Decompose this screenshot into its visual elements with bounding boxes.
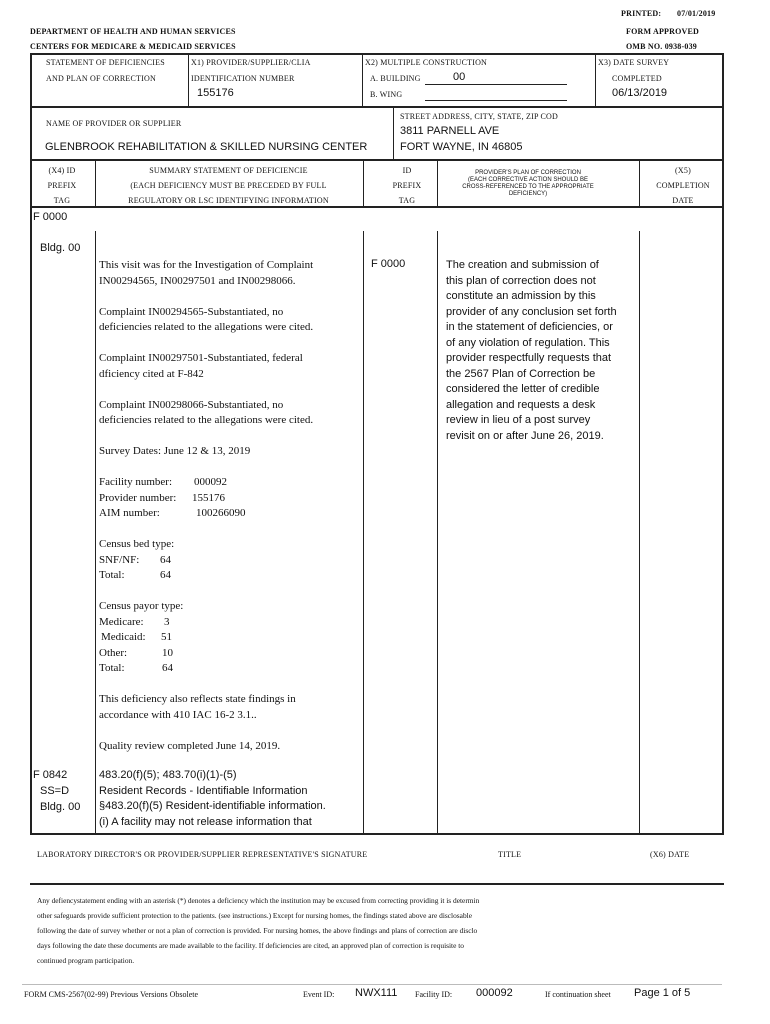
disclaimer-l4: days following the date these documents are made available to the facility. If deficiencies are cited, an approved plan of correction is requisite to <box>37 941 464 950</box>
idbox-divider-1 <box>188 55 189 107</box>
disclaimer-l2: other safeguards provide sufficient protection to the patients. (see instructions.) Except for nursing homes, the findings stated above are disclosable <box>37 911 472 920</box>
provider-number-label: Provider number: <box>99 491 177 504</box>
address-line-1: 3811 PARNELL AVE <box>400 125 500 137</box>
event-id-value: NWX111 <box>355 987 398 999</box>
summary-p1-l2: IN00294565, IN00297501 and IN00298066. <box>99 274 296 287</box>
colhead-divider-plan <box>639 160 640 207</box>
other-label: Other: <box>99 646 128 659</box>
continuation-label: If continuation sheet <box>545 990 611 999</box>
colhead-divider-summary <box>363 160 364 207</box>
summary-p3-l2: dficiency cited at F-842 <box>99 367 204 380</box>
title-label: TITLE <box>498 850 522 859</box>
tag-f0000: F 0000 <box>33 211 68 223</box>
medicaid-value: 51 <box>161 631 172 643</box>
plan-l1: The creation and submission of <box>446 259 599 271</box>
total-payor-value: 64 <box>162 662 173 674</box>
building-value: 00 <box>453 71 466 83</box>
idbox-right-border <box>722 53 724 107</box>
plan-l2: this plan of correction does not <box>446 274 596 287</box>
summary-header-2: (EACH DEFICIENCY MUST BE PRECEDED BY FULL <box>130 181 327 190</box>
body-bottom-border <box>30 833 724 835</box>
body-left-border <box>30 206 32 834</box>
summary-header-1: SUMMARY STATEMENT OF DEFICIENCIE <box>149 166 308 175</box>
total-bed-value: 64 <box>160 569 171 581</box>
id-header-1: ID <box>402 166 412 175</box>
id-tag-f0000: F 0000 <box>371 258 406 270</box>
provider-number-row <box>99 491 361 507</box>
plan-header-4: DEFICIENCY) <box>508 191 548 197</box>
body-divider-plan <box>639 231 640 834</box>
tag-bldg-2: Bldg. 00 <box>40 801 81 813</box>
plan-l8: the 2567 Plan of Correction be <box>446 367 596 380</box>
census-payor-title: Census payor type: <box>99 600 184 612</box>
plan-text <box>446 258 638 444</box>
summary-p4-l2: deficiencies related to the allegations were cited. <box>99 414 314 426</box>
plan-l12: revisit on or after June 26, 2019. <box>446 429 604 442</box>
other-value: 10 <box>162 646 173 659</box>
plan-l5: in the statement of deficiencies, or <box>446 321 613 333</box>
summary-p3-l1: Complaint IN00297501-Substantiated, federal <box>99 352 303 364</box>
body-divider-summary <box>363 231 364 834</box>
total-payor-row <box>99 661 361 677</box>
total-bed-row <box>99 568 361 584</box>
department-title: DEPARTMENT OF HEALTH AND HUMAN SERVICES <box>30 27 236 36</box>
regulation-text <box>99 768 361 830</box>
statement-label-2: AND PLAN OF CORRECTION <box>46 74 156 83</box>
idbox-divider-3 <box>595 55 596 107</box>
provider-box-divider <box>393 108 394 160</box>
plan-header-1: PROVIDER'S PLAN OF CORRECTION <box>475 170 581 176</box>
date-survey-value: 06/13/2019 <box>612 87 668 99</box>
provider-name-label: NAME OF PROVIDER OR SUPPLIER <box>46 119 182 128</box>
idbox-top-border <box>30 53 724 55</box>
x5-header-2: COMPLETION <box>656 181 710 190</box>
omb-number: OMB NO. 0938-039 <box>626 42 697 51</box>
regulation-l2: Resident Records - Identifiable Information <box>99 784 308 797</box>
x4-prefix-label: PREFIX <box>47 181 77 190</box>
date-survey-label-2: COMPLETED <box>612 74 662 83</box>
id-header-2: PREFIX <box>392 181 422 190</box>
x4-tag-label: TAG <box>53 196 71 205</box>
facility-number-label: Facility number: <box>99 476 173 488</box>
page-number: Page 1 of 5 <box>634 987 691 999</box>
plan-l10: allegation and requests a desk <box>446 398 596 411</box>
disclaimer <box>37 893 727 968</box>
x5-header-3: DATE <box>672 196 694 205</box>
summary-text <box>99 258 361 754</box>
provider-name-value: GLENBROOK REHABILITATION & SKILLED NURSING CENTER <box>45 141 368 153</box>
plan-l11: review in lieu of a post survey <box>446 414 591 426</box>
medicare-row <box>99 615 361 631</box>
idbox-bottom-border <box>30 106 724 108</box>
facility-number-row <box>99 475 361 491</box>
summary-header-3: REGULATORY OR LSC IDENTIFYING INFORMATION <box>128 196 329 205</box>
body-right-border <box>722 206 724 834</box>
idbox-left-border <box>30 53 32 107</box>
plan-l3: constitute an admission by this <box>446 290 596 302</box>
snf-label: SNF/NF: <box>99 553 140 566</box>
body-divider-prefix <box>95 231 96 834</box>
medicaid-row <box>99 630 361 646</box>
wing-underline <box>425 100 567 101</box>
multiple-construction-label: X2) MULTIPLE CONSTRUCTION <box>365 58 488 67</box>
building-label: A. BUILDING <box>370 74 421 83</box>
regulation-l3: §483.20(f)(5) Resident-identifiable information. <box>99 800 326 812</box>
state-findings-l1: This deficiency also reflects state findings in <box>99 693 296 705</box>
plan-l6: of any violation of regulation. This <box>446 336 610 349</box>
signature-row-bottom-border <box>30 883 724 885</box>
facility-id-value: 000092 <box>476 987 513 999</box>
x4-id-label: (X4) ID <box>48 166 76 175</box>
tag-ss: SS=D <box>40 785 70 797</box>
plan-header-2: (EACH CORRECTIVE ACTION SHOULD BE <box>467 177 589 183</box>
event-id-label: Event ID: <box>303 990 335 999</box>
tag-f0842: F 0842 <box>33 769 68 781</box>
total-payor-label: Total: <box>99 662 125 674</box>
provider-id-label-2: IDENTIFICATION NUMBER <box>191 74 295 83</box>
id-header-3: TAG <box>398 196 416 205</box>
plan-l9: considered the letter of credible <box>446 383 600 395</box>
address-line-2: FORT WAYNE, IN 46805 <box>400 141 523 153</box>
summary-p1-l1: This visit was for the Investigation of Complaint <box>99 259 314 271</box>
signature-label: LABORATORY DIRECTOR'S OR PROVIDER/SUPPLIER REPRESENTATIVE'S SIGNATURE <box>37 850 368 859</box>
census-bed-title: Census bed type: <box>99 538 175 550</box>
form-approved: FORM APPROVED <box>626 27 700 36</box>
printed-label: PRINTED: <box>621 9 662 18</box>
facility-id-label: Facility ID: <box>415 990 453 999</box>
address-label: STREET ADDRESS, CITY, STATE, ZIP COD <box>400 112 558 121</box>
quality-review: Quality review completed June 14, 2019. <box>99 739 281 752</box>
building-underline <box>425 84 567 85</box>
footer-divider <box>22 984 722 985</box>
disclaimer-l3: following the date of survey whether or not a plan of correction is provided. For nursing homes, the above findings and plans of correction are disclo <box>37 926 478 935</box>
summary-p2-l1: Complaint IN00294565-Substantiated, no <box>99 305 284 318</box>
idbox-divider-2 <box>362 55 363 107</box>
x6-date-label: (X6) DATE <box>650 850 690 859</box>
snf-row <box>99 553 361 569</box>
regulation-l4: (i) A facility may not release information that <box>99 815 312 828</box>
tag-bldg-1: Bldg. 00 <box>40 242 81 254</box>
plan-l4: provider of any conclusion set forth <box>446 305 617 318</box>
body-divider-id <box>437 231 438 834</box>
summary-p2-l2: deficiencies related to the allegations were cited. <box>99 321 314 333</box>
regulation-l1: 483.20(f)(5); 483.70(i)(1)-(5) <box>99 769 237 781</box>
aim-number-label: AIM number: <box>99 507 160 519</box>
provider-number-value: 155176 <box>192 491 225 504</box>
centers-title: CENTERS FOR MEDICARE & MEDICAID SERVICES <box>30 42 236 51</box>
plan-header-3: CROSS-REFERENCED TO THE APPROPRIATE <box>462 184 594 190</box>
medicare-label: Medicare: <box>99 615 144 628</box>
state-findings-l2: accordance with 410 IAC 16-2 3.1.. <box>99 708 257 721</box>
provider-id-value: 155176 <box>197 87 234 99</box>
disclaimer-l5: continued program participation. <box>37 956 135 965</box>
provider-box-left-border <box>30 106 32 160</box>
statement-label-1: STATEMENT OF DEFICIENCIES <box>46 58 165 67</box>
wing-label: B. WING <box>370 90 403 99</box>
colhead-bottom-border <box>30 206 724 208</box>
facility-number-value: 000092 <box>194 476 227 488</box>
x5-header-1: (X5) <box>675 166 691 175</box>
date-survey-label-1: X3) DATE SURVEY <box>598 58 670 67</box>
summary-survey-dates: Survey Dates: June 12 & 13, 2019 <box>99 445 251 457</box>
provider-box-right-border <box>722 106 724 160</box>
medicaid-label: Medicaid: <box>101 631 146 643</box>
provider-id-label-1: X1) PROVIDER/SUPPLIER/CLIA <box>191 58 311 67</box>
disclaimer-l1: Any defiencystatement ending with an asterisk (*) denotes a deficiency which the institution may be excused from correcting providing it is determin <box>37 896 480 905</box>
colhead-divider-prefix <box>95 160 96 207</box>
snf-value: 64 <box>160 553 171 566</box>
other-row <box>99 646 361 662</box>
plan-l7: provider respectfully requests that <box>446 352 612 364</box>
aim-number-value: 100266090 <box>196 507 246 519</box>
plan-header <box>440 170 616 198</box>
provider-box-bottom-border <box>30 159 724 161</box>
aim-number-row <box>99 506 361 522</box>
printed-date: 07/01/2019 <box>677 9 716 18</box>
form-number: FORM CMS-2567(02-99) Previous Versions Obsolete <box>24 990 199 999</box>
summary-p4-l1: Complaint IN00298066-Substantiated, no <box>99 398 284 411</box>
medicare-value: 3 <box>164 615 170 628</box>
total-bed-label: Total: <box>99 569 125 581</box>
colhead-divider-id <box>437 160 438 207</box>
